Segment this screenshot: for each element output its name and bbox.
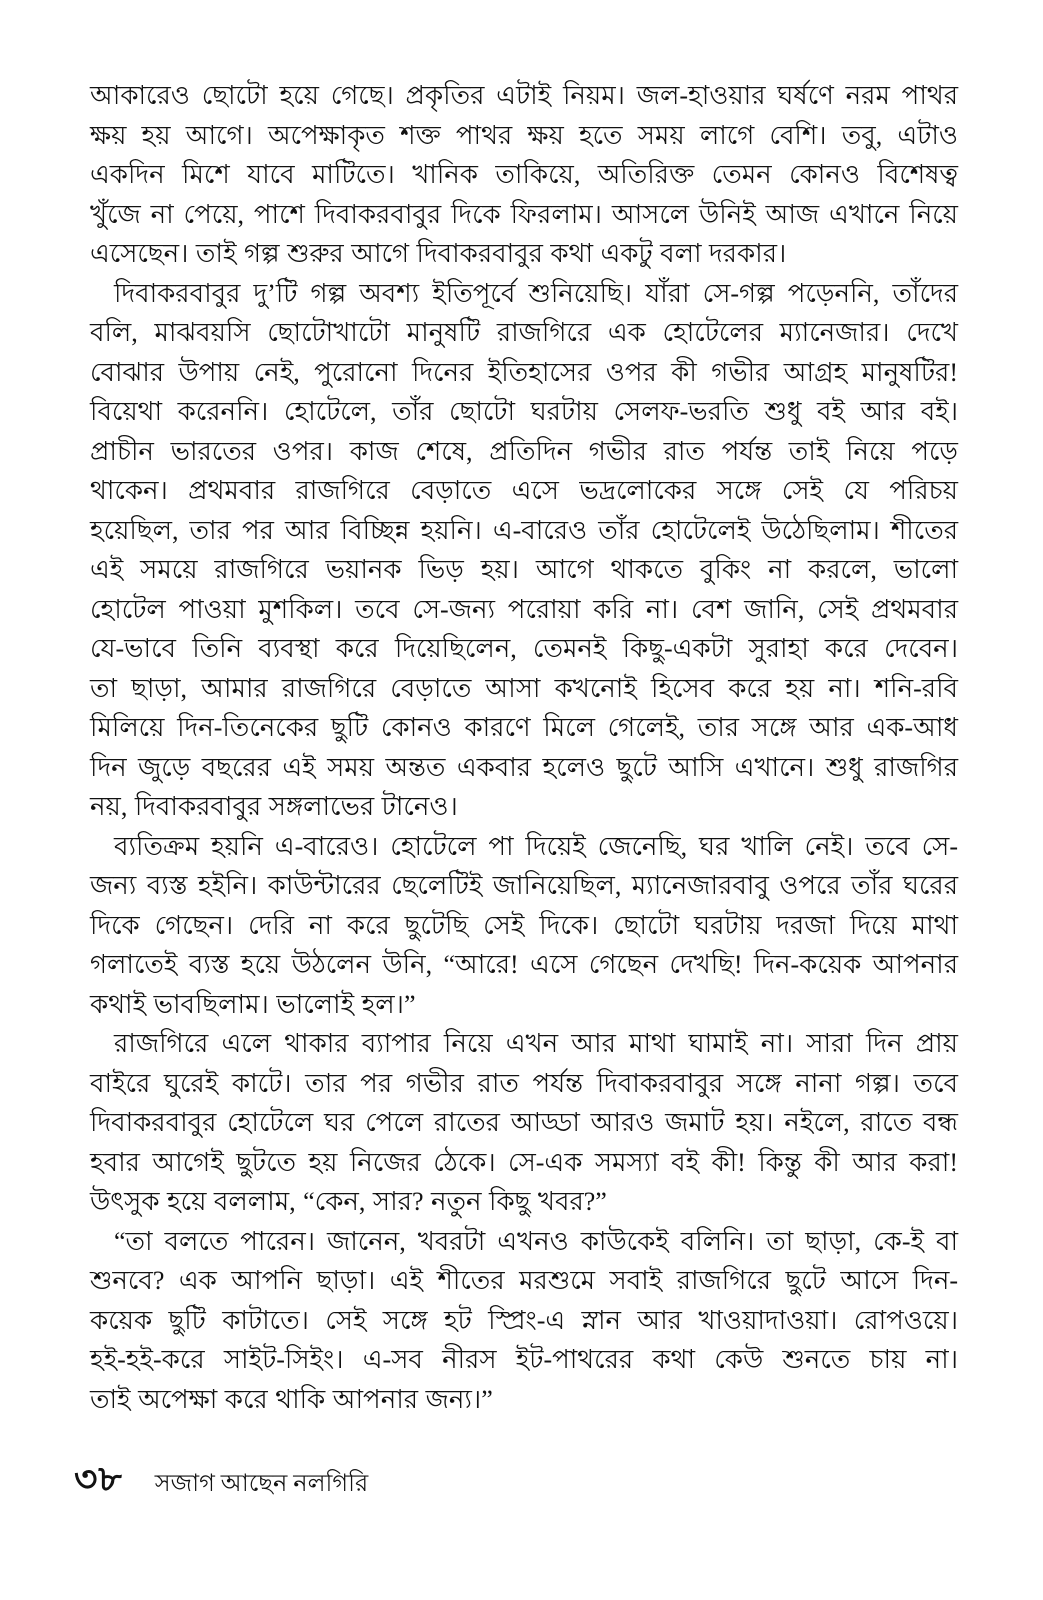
running-title: সজাগ আছেন নলগিরি — [154, 1471, 369, 1497]
text-line: রাজগিরে এলে থাকার ব্যাপার নিয়ে এখন আর মাথা ঘামাই না। সারা দিন প্রায় — [114, 1029, 958, 1058]
text-line: বোঝার উপায় নেই, পুরোনো দিনের ইতিহাসের ওপর কী গভীর আগ্রহ মানুষটির! — [90, 357, 958, 387]
text-line: কয়েক ছুটি কাটাতে। সেই সঙ্গে হট স্প্রিং-এ স্নান আর খাওয়াদাওয়া। রোপওয়ে। — [90, 1305, 958, 1335]
text-body — [90, 76, 958, 1419]
text-line: কথাই ভাবছিলাম। ভালোই হল।” — [90, 989, 416, 1019]
text-line: তাই অপেক্ষা করে থাকি আপনার জন্য।” — [90, 1384, 493, 1414]
text-line: “তা বলতে পারেন। জানেন, খবরটা এখনও কাউকেই বলিনি। তা ছাড়া, কে-ই বা — [114, 1226, 958, 1256]
text-line: হোটেল পাওয়া মুশকিল। তবে সে-জন্য পরোয়া করি না। বেশ জানি, সেই প্রথমবার — [90, 594, 958, 624]
text-line: এই সময়ে রাজগিরে ভয়ানক ভিড় হয়। আগে থাকতে বুকিং না করলে, ভালো — [90, 555, 958, 584]
page-footer — [74, 1452, 368, 1512]
text-line: বলি, মাঝবয়সি ছোটোখাটো মানুষটি রাজগিরে এক হোটেলের ম্যানেজার। দেখে — [90, 318, 958, 347]
text-line: নয়, দিবাকরবাবুর সঙ্গলাভের টানেও। — [90, 792, 458, 821]
paragraph — [90, 274, 958, 827]
text-line: মিলিয়ে দিন-তিনেকের ছুটি কোনও কারণে মিলে গেলেই, তার সঙ্গে আর এক-আধ — [90, 713, 958, 742]
text-line: ক্ষয় হয় আগে। অপেক্ষাকৃত শক্ত পাথর ক্ষয় হতে সময় লাগে বেশি। তবু, এটাও — [90, 120, 958, 150]
text-line: এসেছেন। তাই গল্প শুরুর আগে দিবাকরবাবুর কথা একটু বলা দরকার। — [90, 239, 787, 268]
text-line: খুঁজে না পেয়ে, পাশে দিবাকরবাবুর দিকে ফিরলাম। আসলে উনিই আজ এখানে নিয়ে — [90, 199, 958, 229]
text-line: যে-ভাবে তিনি ব্যবস্থা করে দিয়েছিলেন, তেমনই কিছু-একটা সুরাহা করে দেবেন। — [90, 634, 958, 663]
text-line: দিন জুড়ে বছরের এই সময় অন্তত একবার হলেও ছুটে আসি এখানে। শুধু রাজগির — [90, 752, 958, 782]
paragraph — [90, 76, 958, 274]
text-line: আকারেও ছোটো হয়ে গেছে। প্রকৃতির এটাই নিয়ম। জল-হাওয়ার ঘর্ষণে নরম পাথর — [90, 81, 958, 110]
text-line: শুনবে? এক আপনি ছাড়া। এই শীতের মরশুমে সবাই রাজগিরে ছুটে আসে দিন- — [90, 1266, 958, 1295]
text-line: দিবাকরবাবুর দু’টি গল্প অবশ্য ইতিপূর্বে শুনিয়েছি। যাঁরা সে-গল্প পড়েননি, তাঁদের — [114, 278, 958, 308]
text-line: হয়েছিল, তার পর আর বিচ্ছিন্ন হয়নি। এ-বারেও তাঁর হোটেলেই উঠেছিলাম। শীতের — [90, 515, 958, 545]
text-line: থাকেন। প্রথমবার রাজগিরে বেড়াতে এসে ভদ্রলোকের সঙ্গে সেই যে পরিচয় — [90, 476, 958, 505]
text-line: হবার আগেই ছুটতে হয় নিজের ঠেকে। সে-এক সমস্যা বই কী! কিন্তু কী আর করা! — [90, 1147, 958, 1177]
page-number: ৩৮ — [74, 1459, 123, 1499]
paragraph — [90, 1222, 958, 1420]
text-line: প্রাচীন ভারতের ওপর। কাজ শেষে, প্রতিদিন গভীর রাত পর্যন্ত তাই নিয়ে পড়ে — [90, 436, 958, 466]
text-line: একদিন মিশে যাবে মাটিতে। খানিক তাকিয়ে, অতিরিক্ত তেমন কোনও বিশেষত্ব — [90, 160, 958, 189]
text-line: গলাতেই ব্যস্ত হয়ে উঠলেন উনি, “আরে! এসে গেছেন দেখছি! দিন-কয়েক আপনার — [90, 950, 958, 979]
text-line: হই-হই-করে সাইট-সিইং। এ-সব নীরস ইট-পাথরের কথা কেউ শুনতে চায় না। — [90, 1345, 958, 1374]
text-line: বিয়েথা করেননি। হোটেলে, তাঁর ছোটো ঘরটায় সেলফ-ভরতি শুধু বই আর বই। — [90, 397, 958, 426]
paragraph — [90, 1024, 958, 1222]
text-line: দিকে গেছেন। দেরি না করে ছুটেছি সেই দিকে। ছোটো ঘরটায় দরজা দিয়ে মাথা — [90, 910, 958, 940]
text-line: তা ছাড়া, আমার রাজগিরে বেড়াতে আসা কখনোই হিসেব করে হয় না। শনি-রবি — [90, 673, 958, 703]
text-line: বাইরে ঘুরেই কাটে। তার পর গভীর রাত পর্যন্ত দিবাকরবাবুর সঙ্গে নানা গল্প। তবে — [90, 1068, 958, 1098]
text-line: ব্যতিক্রম হয়নি এ-বারেও। হোটেলে পা দিয়েই জেনেছি, ঘর খালি নেই। তবে সে- — [114, 831, 958, 861]
text-line: দিবাকরবাবুর হোটেলে ঘর পেলে রাতের আড্ডা আরও জমাট হয়। নইলে, রাতে বন্ধ — [90, 1108, 958, 1137]
text-line: জন্য ব্যস্ত হইনি। কাউন্টারের ছেলেটিই জানিয়েছিল, ম্যানেজারবাবু ওপরে তাঁর ঘরের — [90, 871, 958, 900]
text-line: উৎসুক হয়ে বললাম, “কেন, সার? নতুন কিছু খবর?” — [90, 1187, 607, 1216]
paragraph — [90, 827, 958, 1025]
